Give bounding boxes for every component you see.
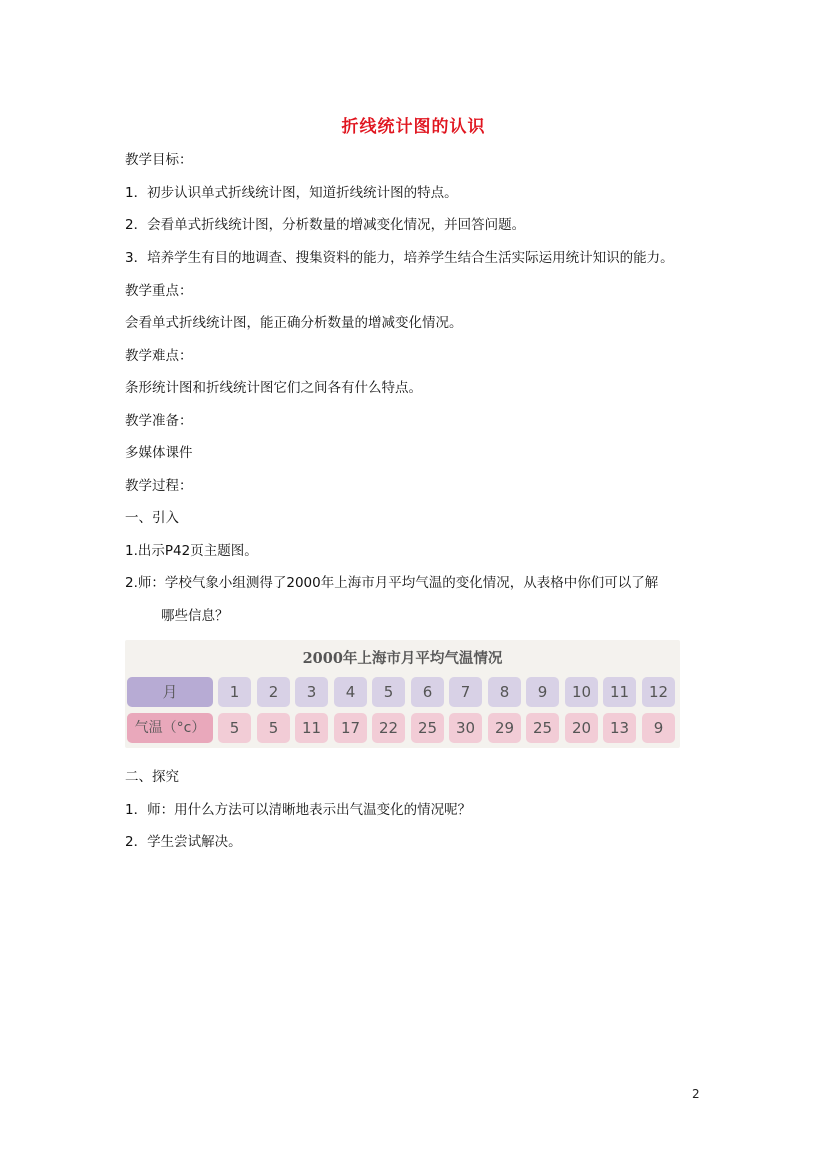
temperature-cell: 20	[565, 713, 598, 743]
step-1: 1.出示P42页主题图。	[125, 543, 258, 559]
part-one-heading: 一、引入	[125, 510, 179, 526]
month-cell: 6	[411, 677, 444, 707]
objective-3: 3．培养学生有目的地调查、搜集资料的能力，培养学生结合生活实际运用统计知识的能力。	[125, 250, 674, 266]
step-2: 2.师：学校气象小组测得了2000年上海市月平均气温的变化情况，从表格中你们可以了解	[125, 575, 659, 591]
month-cell: 7	[449, 677, 482, 707]
month-cell: 3	[295, 677, 328, 707]
month-cell: 11	[603, 677, 636, 707]
section-heading-process: 教学过程：	[125, 478, 193, 494]
temperature-cell: 5	[257, 713, 290, 743]
month-header: 月	[127, 677, 213, 707]
month-cell: 10	[565, 677, 598, 707]
difficulties-text: 条形统计图和折线统计图它们之间各有什么特点。	[125, 380, 422, 396]
month-cell: 9	[526, 677, 559, 707]
section-heading-objectives: 教学目标：	[125, 152, 193, 168]
temperature-cell: 11	[295, 713, 328, 743]
temperature-cell: 9	[642, 713, 675, 743]
objective-2: 2．会看单式折线统计图，分析数量的增减变化情况，并回答问题。	[125, 217, 526, 233]
section-heading-preparation: 教学准备：	[125, 413, 193, 429]
month-cell: 4	[334, 677, 367, 707]
temperature-cell: 30	[449, 713, 482, 743]
section-heading-key-points: 教学重点：	[125, 283, 193, 299]
explore-step-2: 2．学生尝试解决。	[125, 834, 242, 850]
key-points-text: 会看单式折线统计图，能正确分析数量的增减变化情况。	[125, 315, 463, 331]
month-cell: 1	[218, 677, 251, 707]
month-cell: 2	[257, 677, 290, 707]
temperature-cell: 29	[488, 713, 521, 743]
objective-1: 1．初步认识单式折线统计图，知道折线统计图的特点。	[125, 185, 458, 201]
step-2-continued: 哪些信息？	[161, 608, 229, 624]
temperature-cell: 25	[411, 713, 444, 743]
preparation-text: 多媒体课件	[125, 445, 193, 461]
page-number: 2	[692, 1087, 700, 1101]
part-two-heading: 二、探究	[125, 769, 179, 785]
temperature-cell: 13	[603, 713, 636, 743]
table-title: 2000年上海市月平均气温情况	[302, 650, 503, 667]
temperature-header: 气温（°c）	[127, 713, 213, 743]
document-title: 折线统计图的认识	[341, 117, 486, 137]
month-cell: 5	[372, 677, 405, 707]
temperature-cell: 17	[334, 713, 367, 743]
temperature-cell: 22	[372, 713, 405, 743]
temperature-cell: 25	[526, 713, 559, 743]
temperature-cell: 5	[218, 713, 251, 743]
month-cell: 8	[488, 677, 521, 707]
explore-step-1: 1．师：用什么方法可以清晰地表示出气温变化的情况呢？	[125, 802, 472, 818]
section-heading-difficulties: 教学难点：	[125, 348, 193, 364]
temperature-table-image	[125, 640, 680, 748]
month-cell: 12	[642, 677, 675, 707]
